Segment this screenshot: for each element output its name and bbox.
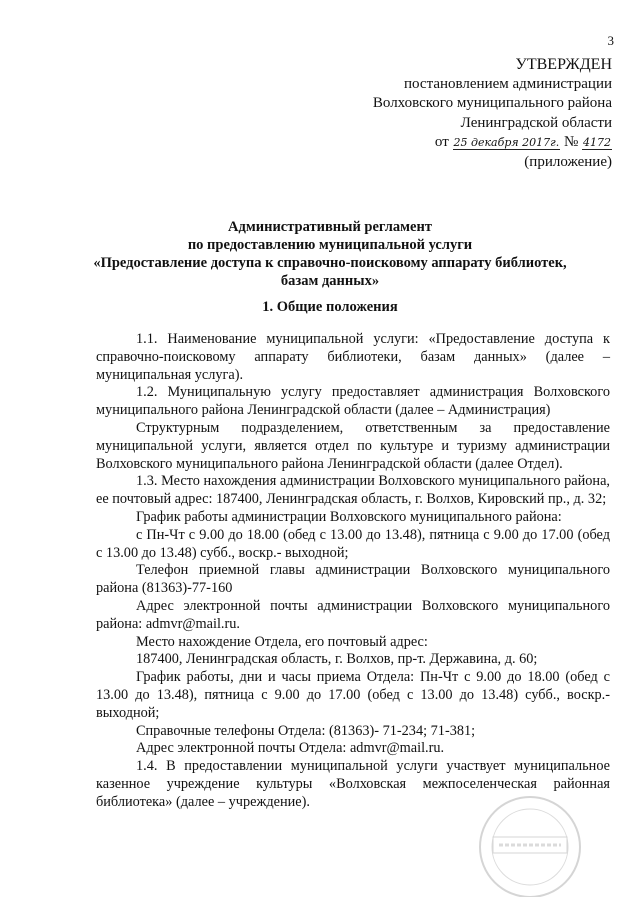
appendix-label: (приложение) xyxy=(524,153,612,170)
paragraph-email: Адрес электронной почты администрации Волховского муниципального района: admvr@mail.ru. xyxy=(96,597,610,632)
title-line-3: «Предоставление доступа к справочно-поисковому аппарату библиотек, xyxy=(93,255,567,271)
approval-line-2: Волховского муниципального района xyxy=(372,95,612,111)
paragraph-schedule-heading: График работы администрации Волховского муниципального района: xyxy=(136,508,562,525)
paragraph-schedule: с Пн-Чт с 9.00 до 18.00 (обед с 13.00 до 13.48), пятница с 9.00 до 17.00 (обед с 13.00 до 13.48) субб., воскр.- выходной; xyxy=(96,526,610,561)
paragraph-1-2: 1.2. Муниципальную услугу предоставляет администрация Волховского муниципального района Ленинградской области (далее – Администрация) xyxy=(96,384,610,419)
paragraph-dept-schedule: График работы, дни и часы приема Отдела: Пн-Чт с 9.00 до 18.00 (обед с 13.00 до 13.48), пятница с 9.00 до 17.00 (обед с 13.00 до 13.48) субб., воскр.- выходной; xyxy=(96,669,610,721)
title-line-4: базам данных» xyxy=(280,273,380,289)
approval-date-line xyxy=(312,133,612,153)
document-body xyxy=(96,331,610,812)
faded-stamp xyxy=(455,785,605,897)
paragraph-dept-email: Адрес электронной почты Отдела: admvr@mail.ru. xyxy=(136,740,445,757)
approval-line-1: постановлением администрации xyxy=(404,75,612,92)
page-number: 3 xyxy=(607,33,614,48)
handwritten-date: 25 декабря 2017г. xyxy=(453,136,560,149)
approval-line-3: Ленинградской области xyxy=(460,114,612,131)
paragraph-structural-unit: Структурным подразделением, ответственным за предоставление муниципальной услуги, является отдел по культуре и туризму администрации Волховского муниципального района Ленинградской области (далее Отдел). xyxy=(96,419,610,472)
approval-block xyxy=(312,55,612,172)
paragraph-dept-address: 187400, Ленинградская область, г. Волхов, пр-т. Державина, д. 60; xyxy=(136,651,538,668)
paragraph-1-1: 1.1. Наименование муниципальной услуги: «Предоставление доступа к справочно-поисковому аппарату библиотеки, базам данных» (далее – муниципальная услуга). xyxy=(96,331,610,383)
paragraph-dept-phones: Справочные телефоны Отдела: (81363)- 71-234; 71-381; xyxy=(136,722,476,739)
paragraph-1-4: 1.4. В предоставлении муниципальной услуги участвует муниципальное казенное учреждение культуры «Волховская межпоселенческая районная библиотека» (далее – учреждение). xyxy=(96,758,610,810)
title-line-1: Административный регламент xyxy=(228,219,432,235)
section-heading: 1. Общие положения xyxy=(262,299,398,315)
approval-heading: УТВЕРЖДЕН xyxy=(515,56,612,73)
date-prefix: от xyxy=(434,134,449,150)
paragraph-phone: Телефон приемной главы администрации Волховского муниципального района (81363)-77-160 xyxy=(96,562,610,597)
title-line-2: по предоставлению муниципальной услуги xyxy=(187,237,473,253)
paragraph-dept-location: Место нахождение Отдела, его почтовый адрес: xyxy=(136,633,428,650)
document-title xyxy=(70,218,590,290)
number-prefix: № xyxy=(563,134,579,150)
paragraph-1-3: 1.3. Место нахождения администрации Волховского муниципального района, ее почтовый адрес: 187400, Ленинградская область, г. Волхов, Кировский пр., д. 32; xyxy=(96,473,610,508)
handwritten-number: 4172 xyxy=(583,136,611,149)
